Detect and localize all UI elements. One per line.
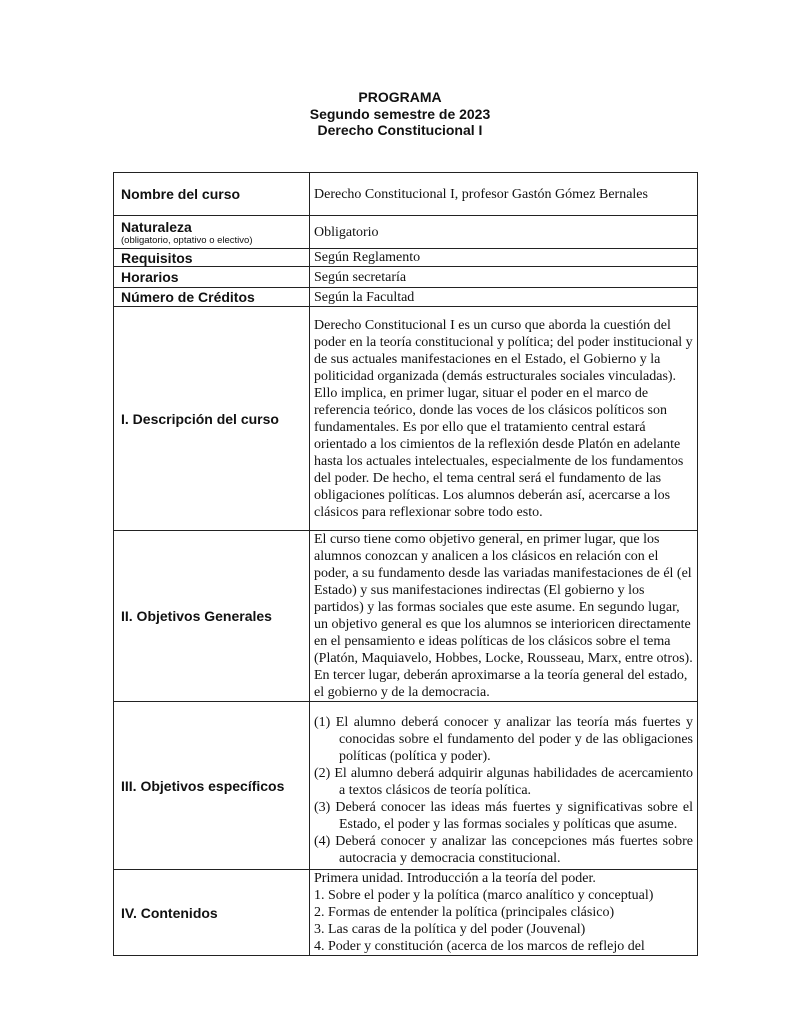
- label-naturaleza-sub: (obligatorio, optativo o electivo): [121, 234, 253, 246]
- list-item: (4) Deberá conocer y analizar las concepciones más fuertes sobre autocracia y democracia constitucional.: [314, 834, 693, 866]
- specific-objectives-list: [314, 714, 693, 867]
- course-program-table: [113, 172, 698, 956]
- row-creditos: [114, 288, 698, 307]
- row-objetivos-generales: [114, 531, 698, 702]
- row-naturaleza: [114, 216, 698, 249]
- value-descripcion: Derecho Constitucional I es un curso que aborda la cuestión del poder en la teoría constitucional y política; del poder institucional y de sus actuales manifestaciones en el Estado, el Gobierno y la politicidad organizada (demás estructurales sociales vinculadas). Ello implica, en primer lugar, situar el poder en el marco de referencia teórico, donde las voces de los clásicos políticos son fundamentales. Es por ello que el tratamiento central estará orientado a los cimientos de la reflexión desde Platón en adelante hasta los actuales intelectuales, especialmente de los fundamentos del poder. De hecho, el tema central será el fundamento de las obligaciones políticas. Los alumnos deberán así, acercarse a los clásicos para reflexionar sobre todo esto.: [310, 307, 698, 531]
- header-course: Derecho Constitucional I: [317, 122, 483, 138]
- label-contenidos: IV. Contenidos: [114, 870, 310, 956]
- row-nombre: [114, 173, 698, 216]
- row-descripcion: [114, 307, 698, 531]
- value-contenidos: [310, 870, 698, 956]
- label-naturaleza-text: Naturaleza: [121, 218, 192, 235]
- label-nombre: Nombre del curso: [114, 173, 310, 216]
- header-semester: Segundo semestre de 2023: [309, 105, 491, 122]
- value-requisitos: Según Reglamento: [310, 249, 698, 267]
- list-item: 1. Sobre el poder y la política (marco analítico y conceptual): [314, 888, 654, 903]
- list-item: 4. Poder y constitución (acerca de los marcos de reflejo del: [314, 939, 645, 954]
- row-contenidos: [114, 870, 698, 956]
- value-horarios: Según secretaría: [310, 267, 698, 288]
- document-header: [0, 89, 800, 139]
- list-item: (2) El alumno deberá adquirir algunas habilidades de acercamiento a textos clásicos de teoría política.: [314, 766, 693, 798]
- list-item: 2. Formas de entender la política (principales clásico): [314, 905, 615, 920]
- value-nombre: Derecho Constitucional I, profesor Gastón Gómez Bernales: [310, 173, 698, 216]
- contents-list: [314, 887, 693, 955]
- label-creditos: Número de Créditos: [114, 288, 310, 307]
- value-objetivos-especificos: [310, 702, 698, 870]
- content-unit-title: Primera unidad. Introducción a la teoría del poder.: [314, 871, 596, 886]
- label-horarios: Horarios: [114, 267, 310, 288]
- value-naturaleza: Obligatorio: [310, 216, 698, 249]
- list-item: (1) El alumno deberá conocer y analizar las teoría más fuertes y conocidas sobre el fundamento del poder y de las obligaciones políticas (política y poder).: [314, 715, 693, 764]
- value-creditos: Según la Facultad: [310, 288, 698, 307]
- row-horarios: [114, 267, 698, 288]
- label-objetivos-generales: II. Objetivos Generales: [114, 531, 310, 702]
- row-objetivos-especificos: [114, 702, 698, 870]
- label-requisitos: Requisitos: [114, 249, 310, 267]
- label-naturaleza: [114, 216, 310, 249]
- value-objetivos-generales: El curso tiene como objetivo general, en primer lugar, que los alumnos conozcan y analicen a los clásicos en relación con el poder, a su fundamento desde las variadas manifestaciones de él (el Estado) y sus manifestaciones indirectas (El gobierno y los partidos) y las formas sociales que este asume. En segundo lugar, un objetivo general es que los alumnos se interioricen directamente en el pensamiento e ideas políticas de los clásicos sobre el tema (Platón, Maquiavelo, Hobbes, Locke, Rousseau, Marx, entre otros). En tercer lugar, deberán aproximarse a la teoría general del estado, el gobierno y de la democracia.: [310, 531, 698, 702]
- label-descripcion: I. Descripción del curso: [114, 307, 310, 531]
- header-programa: PROGRAMA: [358, 89, 442, 105]
- row-requisitos: [114, 249, 698, 267]
- list-item: 3. Las caras de la política y del poder (Jouvenal): [314, 922, 586, 937]
- label-objetivos-especificos: III. Objetivos específicos: [114, 702, 310, 870]
- list-item: (3) Deberá conocer las ideas más fuertes y significativas sobre el Estado, el poder y las formas sociales y políticas que asume.: [314, 800, 693, 832]
